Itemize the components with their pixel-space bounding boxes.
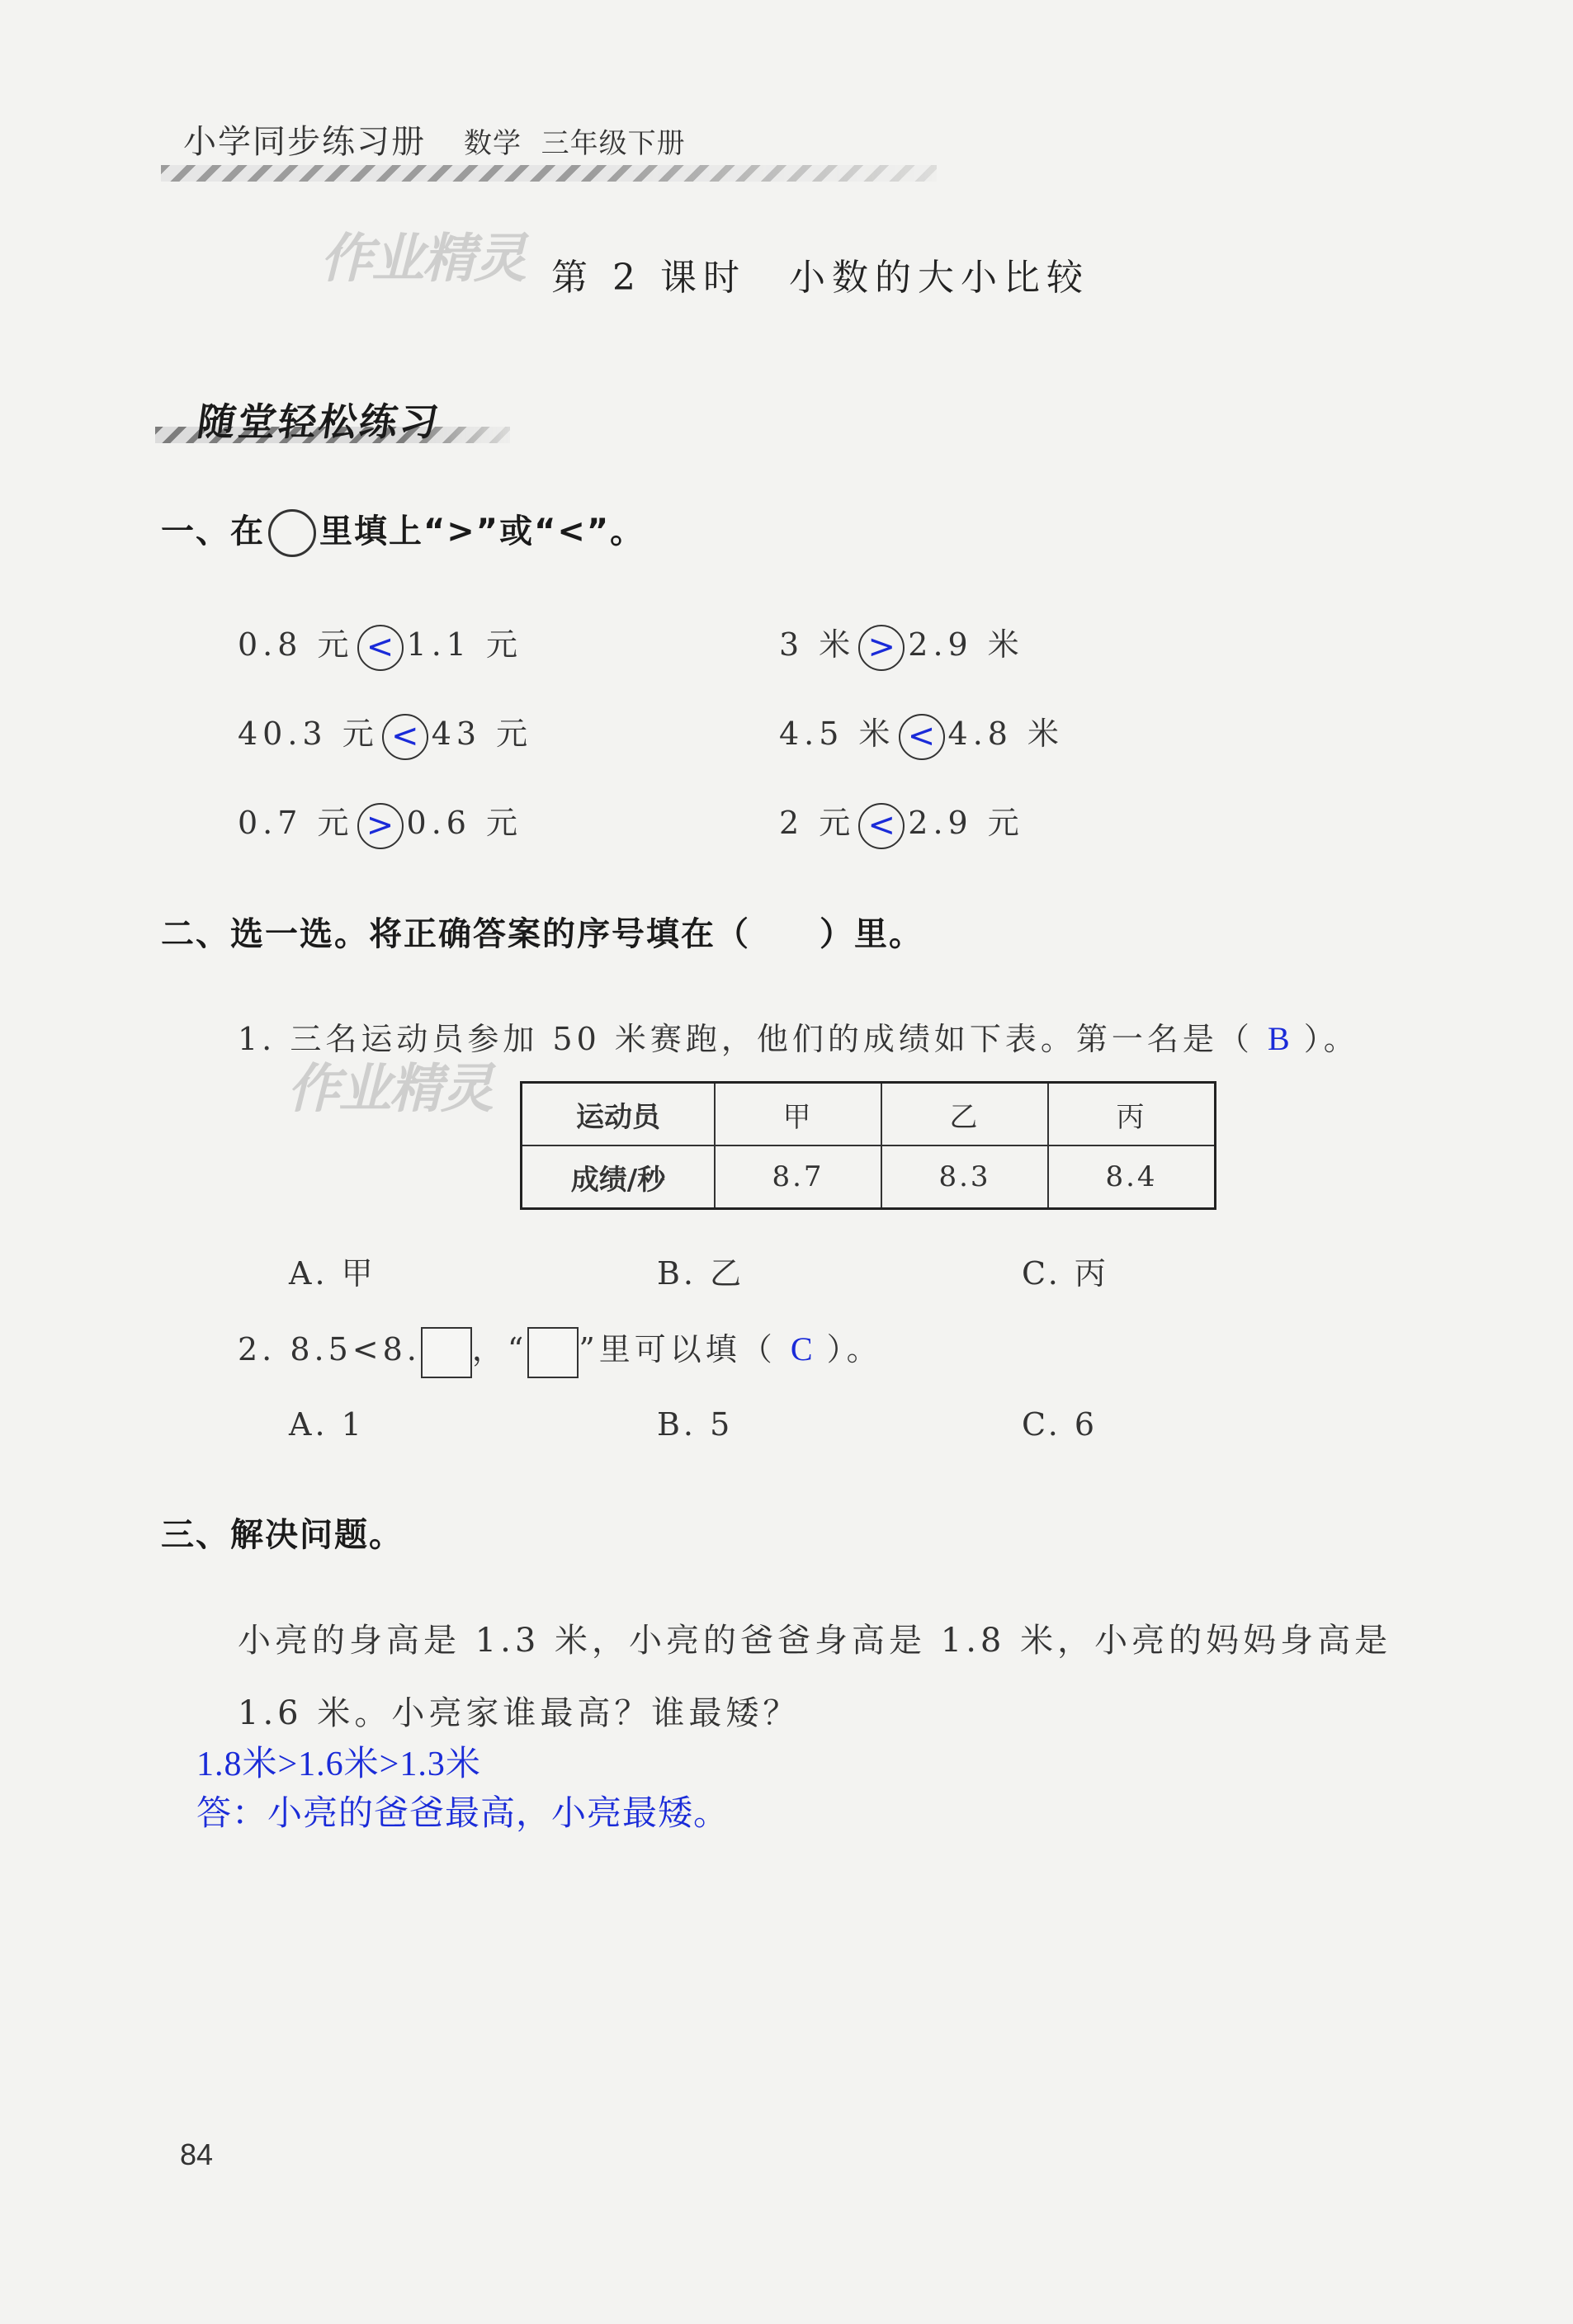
grade-label: 三年级下册: [541, 127, 686, 160]
answer-circle: <: [382, 714, 428, 760]
table-row-header: 运动员: [522, 1083, 716, 1146]
q1-item-right: 2.9 元: [908, 805, 1024, 841]
q1-item-left: 3 米: [779, 626, 856, 663]
answer-circle: <: [858, 803, 905, 849]
q1-heading: [161, 505, 645, 557]
table-cell: 8.7: [715, 1145, 881, 1209]
book-title: 小学同步练习册: [183, 123, 426, 161]
q2-sub2-text-a: 2. 8.5<8.: [238, 1331, 421, 1367]
q1-item-5: [238, 797, 522, 849]
q1-item-right: 43 元: [431, 716, 533, 752]
q2-heading: 二、选一选。将正确答案的序号填在（ ）里。: [161, 915, 923, 953]
table-row-header: 成绩/秒: [522, 1145, 716, 1209]
blank-box: [421, 1327, 472, 1378]
q2-sub1-option-c: C. 丙: [1022, 1255, 1109, 1292]
section-banner: [155, 392, 510, 450]
q2-sub1-tail: ）。: [1303, 1021, 1359, 1057]
q1-heading-prefix: 一、在: [161, 513, 265, 550]
table-row: [522, 1083, 1216, 1146]
q1-item-left: 40.3 元: [238, 716, 379, 752]
q2-sub2-text: [238, 1324, 882, 1378]
q2-sub2-option-b: B. 5: [657, 1406, 734, 1443]
lesson-title: 第 2 课时 小数的大小比较: [551, 257, 1089, 299]
q2-sub2-text-b: ，“: [471, 1331, 528, 1367]
q2-sub2-tail: ）。: [826, 1331, 882, 1367]
q1-item-right: 4.8 米: [947, 716, 1065, 752]
answer-circle: >: [858, 625, 905, 671]
watermark-middle: 作业精灵: [287, 1059, 492, 1120]
q2-sub1-option-a: A. 甲: [289, 1255, 376, 1292]
q2-sub2-option-c: C. 6: [1022, 1406, 1098, 1443]
q2-sub1-option-b: B. 乙: [657, 1255, 745, 1292]
watermark-top: 作业精灵: [320, 229, 525, 290]
q2-sub2-answer: C: [790, 1330, 813, 1367]
q3-answer-statement: 答：小亮的爸爸最高，小亮最矮。: [196, 1795, 730, 1833]
q3-paragraph-line2: 1.6 米。小亮家谁最高？谁最矮？: [238, 1694, 801, 1732]
table-row: [522, 1145, 1216, 1209]
q2-sub1-question: 1. 三名运动员参加 50 米赛跑，他们的成绩如下表。第一名是（: [238, 1021, 1254, 1057]
table-cell: 乙: [881, 1083, 1048, 1146]
q1-item-right: 1.1 元: [406, 626, 523, 663]
q1-item-right: 0.6 元: [406, 805, 523, 841]
table-cell: 丙: [1048, 1083, 1216, 1146]
q1-item-1: [238, 619, 522, 671]
table-cell: 甲: [715, 1083, 881, 1146]
q3-answer-comparison: 1.8米>1.6米>1.3米: [196, 1745, 481, 1783]
answer-circle: >: [357, 803, 404, 849]
q1-item-left: 0.7 元: [238, 805, 354, 841]
header-divider: [161, 165, 937, 182]
answer-circle: <: [899, 714, 945, 760]
q3-heading: 三、解决问题。: [161, 1516, 404, 1554]
blank-box: [527, 1327, 579, 1378]
book-header: [183, 116, 686, 163]
page-number: 84: [180, 2137, 214, 2171]
table-cell: 8.3: [881, 1145, 1048, 1209]
q1-item-left: 2 元: [779, 805, 856, 841]
table-cell: 8.4: [1048, 1145, 1216, 1209]
q3-paragraph-line1: 小亮的身高是 1.3 米，小亮的爸爸身高是 1.8 米，小亮的妈妈身高是: [238, 1622, 1392, 1660]
q1-item-left: 4.5 米: [779, 716, 895, 752]
q1-heading-suffix: 里填上“>”或“<”。: [319, 513, 645, 550]
answer-circle: <: [357, 625, 404, 671]
q1-item-3: [238, 708, 532, 760]
subject-label: 数学: [464, 127, 522, 160]
q1-item-6: [779, 797, 1024, 849]
banner-label: 随堂轻松练习: [194, 399, 444, 444]
circle-icon: [268, 509, 316, 557]
q1-item-4: [779, 708, 1064, 760]
results-table: [520, 1081, 1216, 1210]
q2-sub2-option-a: A. 1: [289, 1406, 365, 1443]
q2-sub1-answer: B: [1267, 1020, 1290, 1057]
q1-item-left: 0.8 元: [238, 626, 354, 663]
q1-item-right: 2.9 米: [908, 626, 1024, 663]
q1-item-2: [779, 619, 1024, 671]
q2-sub2-text-c: ”里可以填（: [579, 1331, 777, 1367]
